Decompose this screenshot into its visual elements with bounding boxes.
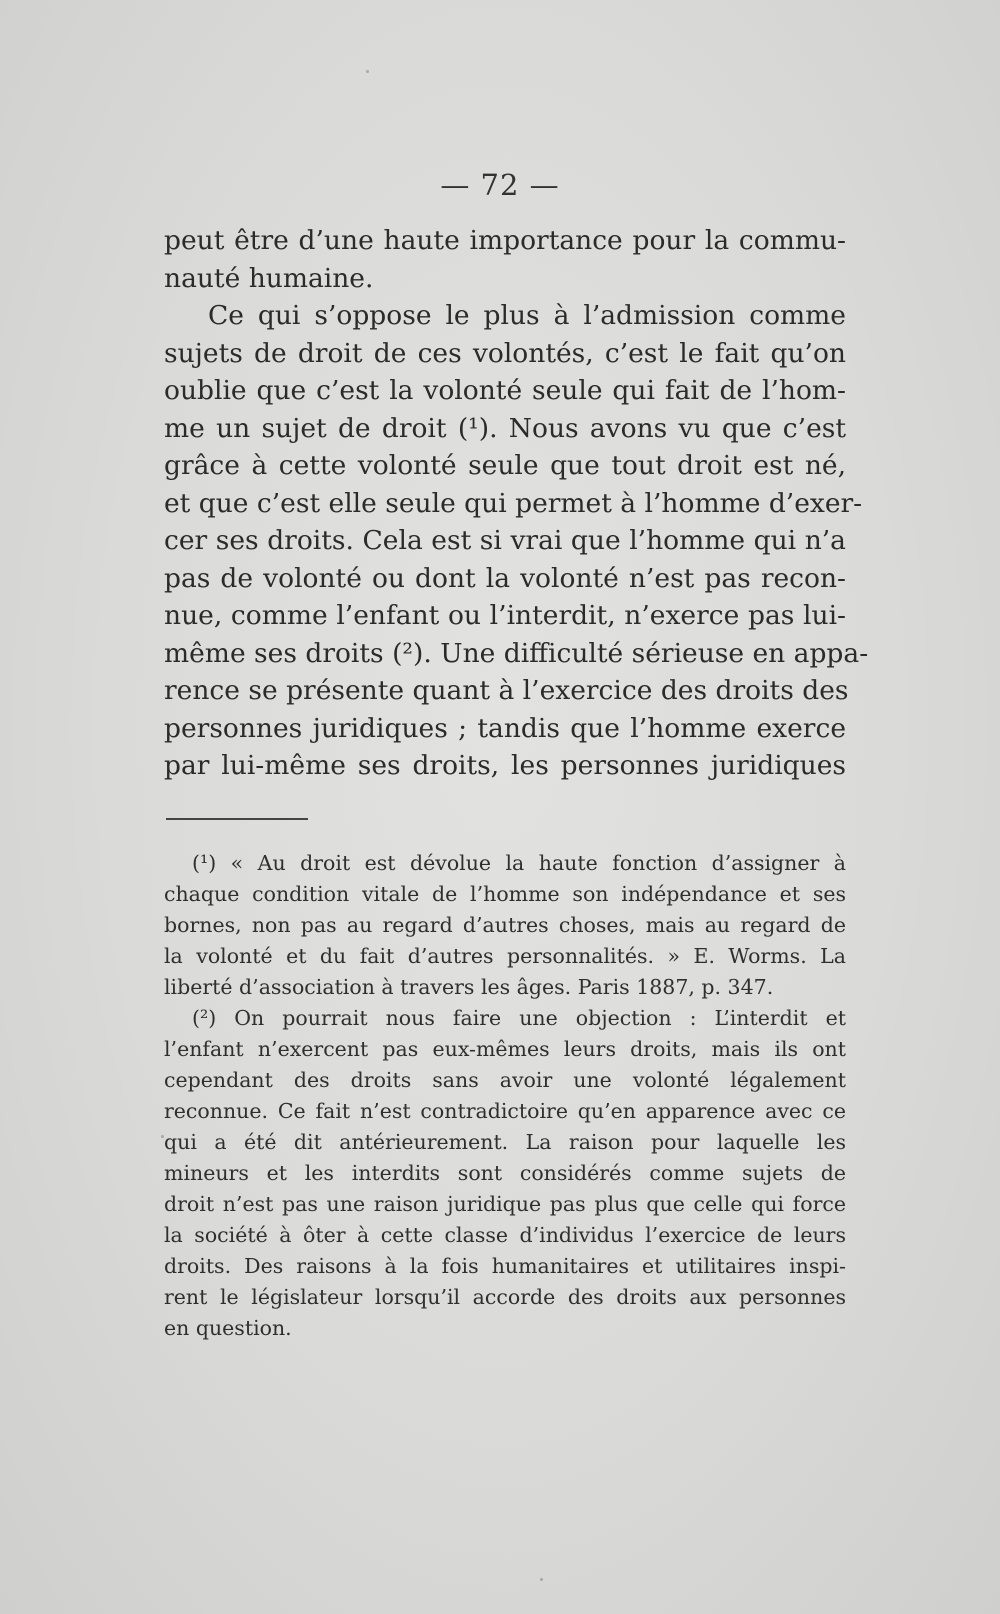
footnote-line: (²) On pourrait nous faire une objection : L’interdit et xyxy=(192,1006,846,1030)
text-line: cer ses droits. Cela est si vrai que l’homme qui n’a xyxy=(164,525,846,556)
text-line: Ce qui s’oppose le plus à l’admission comme xyxy=(208,300,846,331)
text-line: nue, comme l’enfant ou l’interdit, n’exerce pas lui- xyxy=(164,600,846,631)
text-line: rence se présente quant à l’exercice des droits des xyxy=(164,675,849,706)
page-number: — 72 — xyxy=(440,168,560,202)
text-line: nauté humaine. xyxy=(164,262,374,294)
footnote-line: (¹) « Au droit est dévolue la haute fonction d’assigner à xyxy=(192,851,846,875)
text-line: pas de volonté ou dont la volonté n’est pas recon- xyxy=(164,562,846,594)
footnote-line: la société à ôter à cette classe d’individus l’exercice de leurs xyxy=(164,1223,846,1247)
footnote-line: bornes, non pas au regard d’autres choses, mais au regard de xyxy=(164,913,846,937)
footnotes xyxy=(164,848,846,1344)
paper-speck xyxy=(161,1135,164,1138)
text-line: sujets de droit de ces volontés, c’est le fait qu’on xyxy=(164,337,846,369)
footnote-line: rent le législateur lorsqu’il accorde des droits aux personnes xyxy=(164,1285,846,1309)
footnote-line: en question. xyxy=(164,1316,292,1340)
text-line: oublie que c’est la volonté seule qui fait de l’hom- xyxy=(164,375,846,406)
footnote-line: liberté d’association à travers les âges. Paris 1887, p. 347. xyxy=(164,975,774,999)
text-line: me un sujet de droit (¹). Nous avons vu que c’est xyxy=(164,412,846,444)
paper-speck xyxy=(540,1578,543,1581)
text-line: personnes juridiques ; tandis que l’homme exerce xyxy=(164,712,846,744)
footnote-line: l’enfant n’exercent pas eux-mêmes leurs droits, mais ils ont xyxy=(164,1037,846,1061)
footnote-line: chaque condition vitale de l’homme son indépendance et ses xyxy=(164,882,846,906)
footnote-separator xyxy=(166,818,308,820)
footnote-line: reconnue. Ce fait n’est contradictoire qu’en apparence avec ce xyxy=(164,1099,846,1123)
footnote-line: droit n’est pas une raison juridique pas plus que celle qui force xyxy=(164,1192,846,1216)
footnote-line: cependant des droits sans avoir une volonté légalement xyxy=(164,1068,846,1092)
footnote-line: mineurs et les interdits sont considérés comme sujets de xyxy=(164,1161,846,1185)
text-line: peut être d’une haute importance pour la commu- xyxy=(164,225,846,256)
footnote-line: qui a été dit antérieurement. La raison pour laquelle les xyxy=(164,1130,846,1154)
paper-speck xyxy=(366,70,369,73)
footnote-line: la volonté et du fait d’autres personnalités. » E. Worms. La xyxy=(164,944,846,968)
text-line: même ses droits (²). Une difficulté sérieuse en appa- xyxy=(164,637,869,669)
footnote-line: droits. Des raisons à la fois humanitaires et utilitaires inspi- xyxy=(164,1254,846,1278)
text-line: et que c’est elle seule qui permet à l’homme d’exer- xyxy=(164,487,863,519)
main-text xyxy=(164,222,869,785)
text-line: par lui-même ses droits, les personnes juridiques xyxy=(164,750,846,781)
text-line: grâce à cette volonté seule que tout droit est né, xyxy=(164,450,846,481)
